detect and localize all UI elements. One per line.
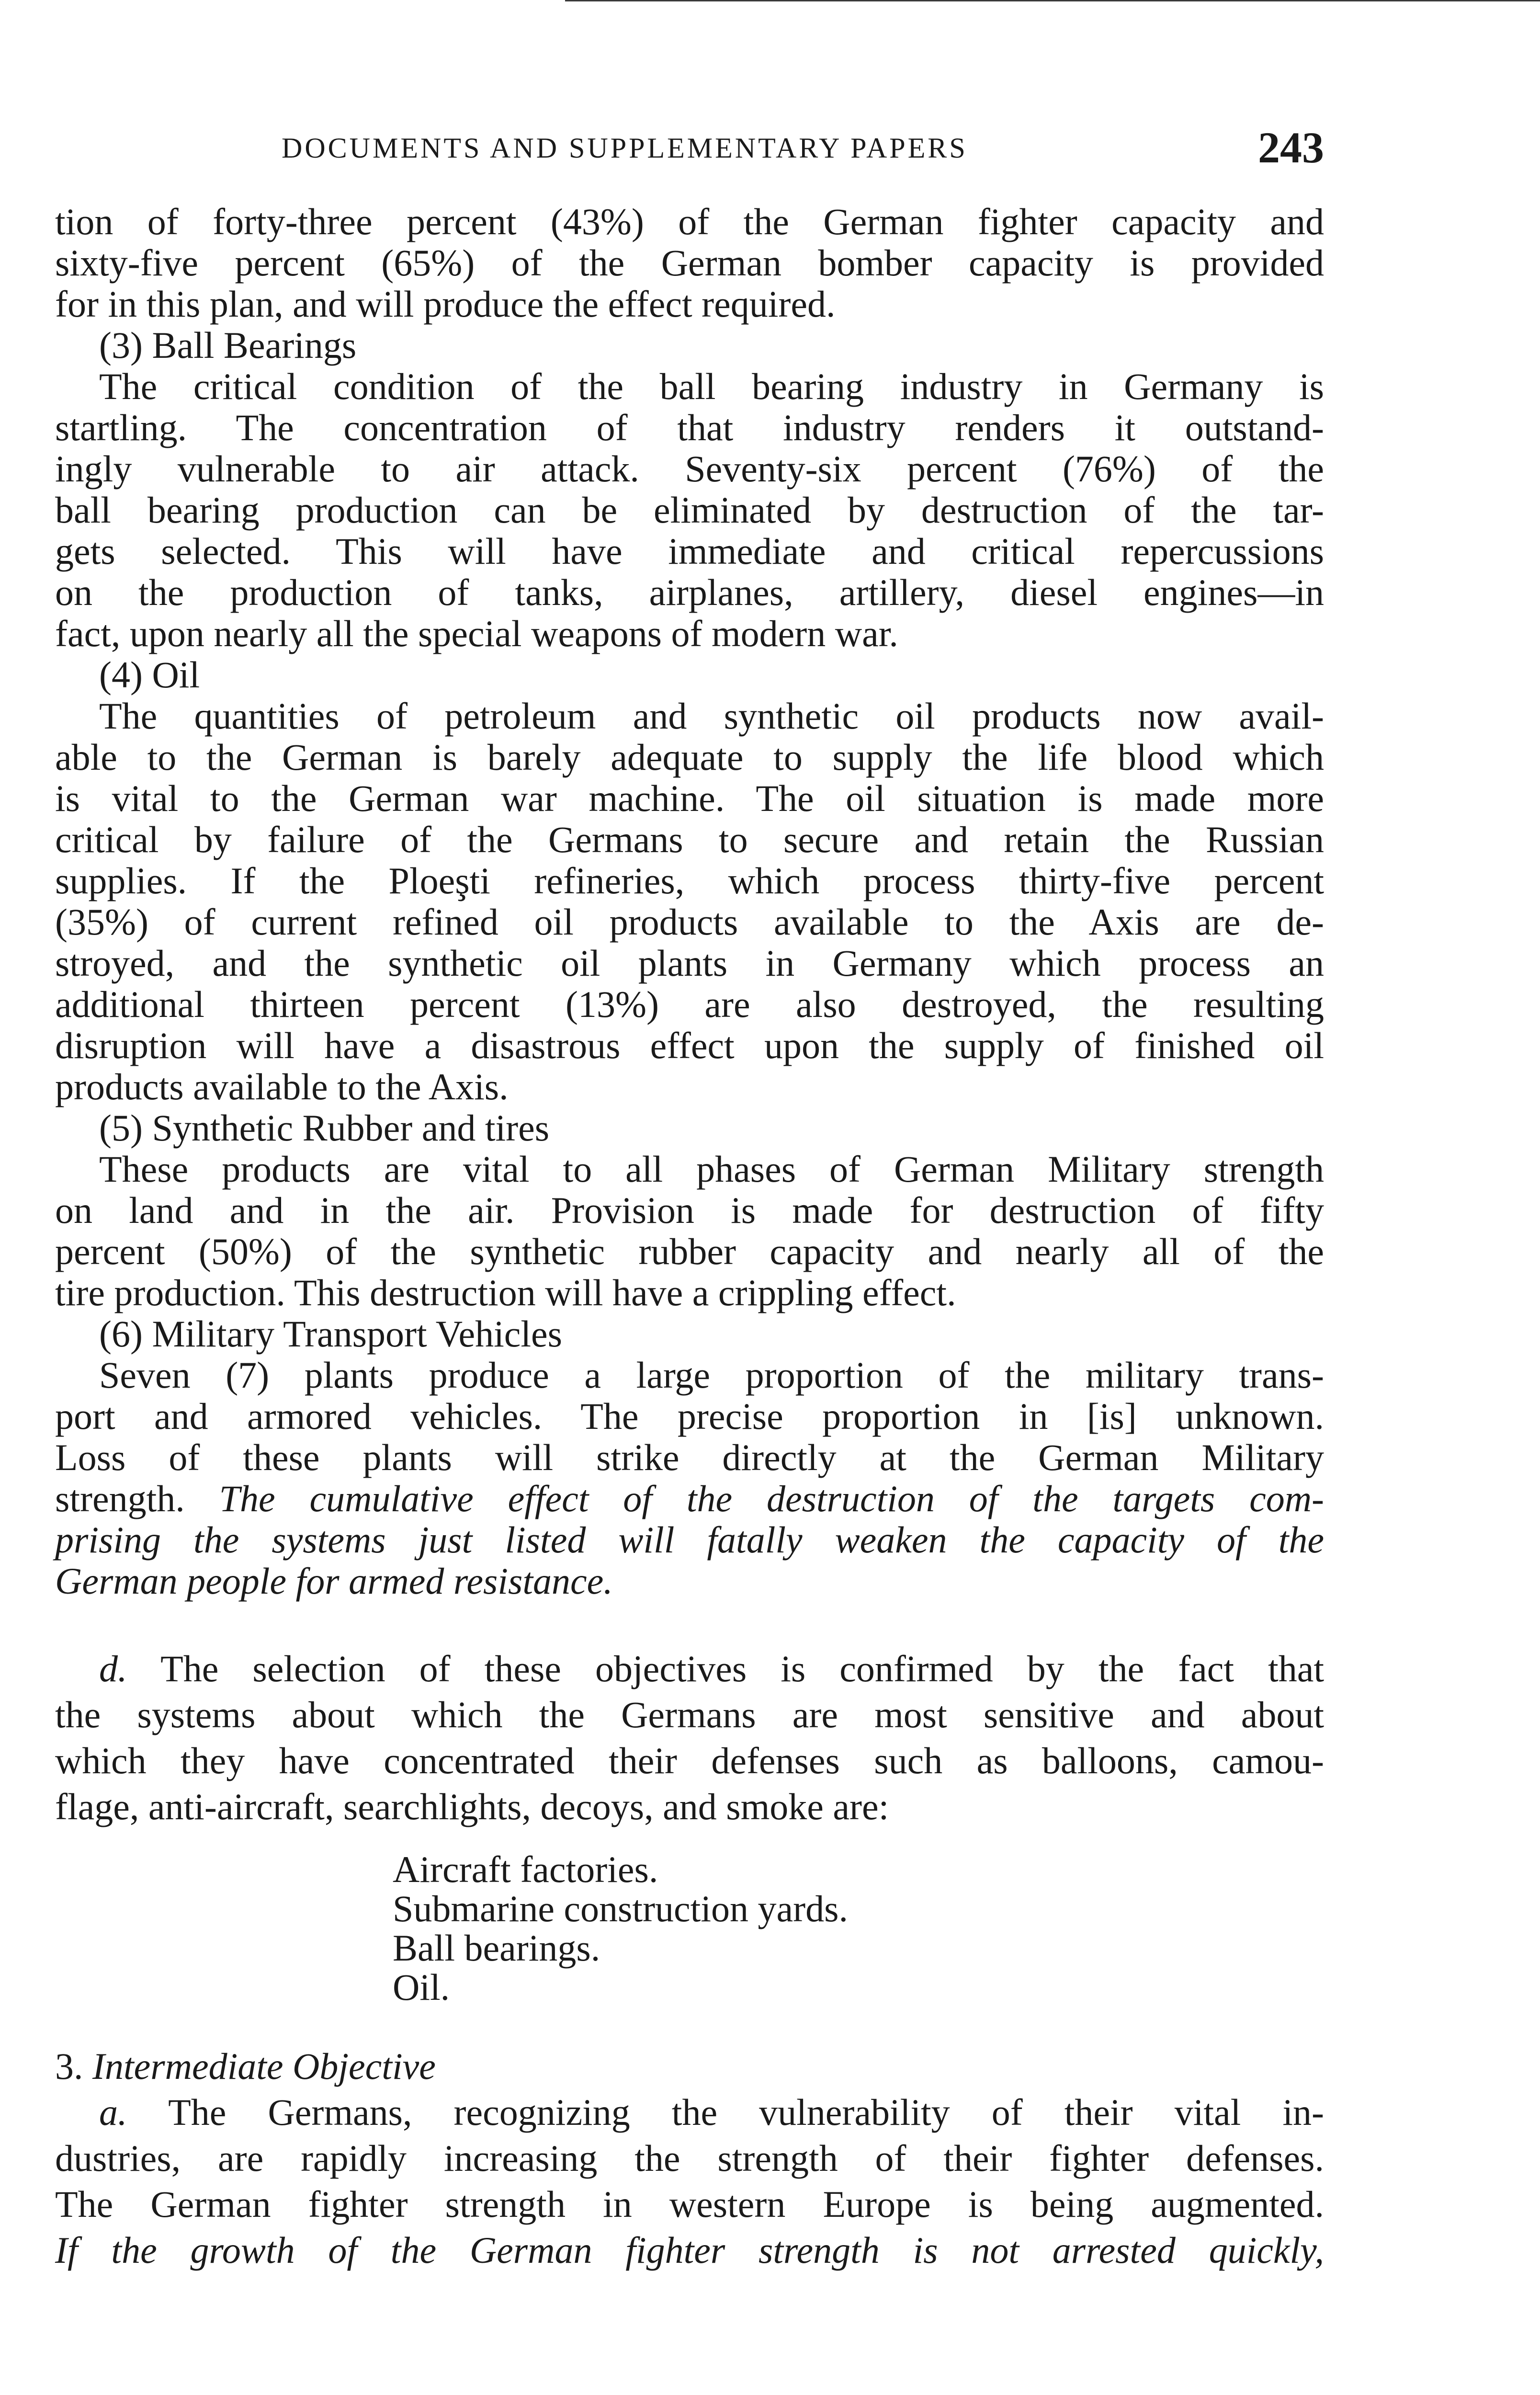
italic-line: prising the systems just listed will fatally weaken the capacity of the xyxy=(55,1519,1324,1561)
text-line: Seven (7) plants produce a large proportion of the military trans- xyxy=(99,1354,1324,1396)
text-line: port and armored vehicles. The precise proportion in [is] unknown. xyxy=(55,1395,1324,1437)
section-heading-synthetic-rubber: (5) Synthetic Rubber and tires xyxy=(99,1107,550,1149)
text-line: These products are vital to all phases of German Military strength xyxy=(99,1148,1324,1190)
section-heading-oil: (4) Oil xyxy=(99,654,200,696)
text-line: which they have concentrated their defenses such as balloons, camou- xyxy=(55,1740,1324,1781)
section-title xyxy=(55,2043,1324,2089)
target-list-item: Submarine construction yards. xyxy=(393,1888,848,1929)
paragraph-label: d. xyxy=(99,1648,127,1689)
text-line: disruption will have a disastrous effect upon the supply of finished oil xyxy=(55,1025,1324,1066)
section-title-text: Intermediate Objective xyxy=(92,2045,436,2087)
text-line: stroyed, and the synthetic oil plants in Germany which process an xyxy=(55,942,1324,984)
text-line: ingly vulnerable to air attack. Seventy-six percent (76%) of the xyxy=(55,448,1324,490)
text-line: dustries, are rapidly increasing the strength of their fighter defenses. xyxy=(55,2137,1324,2179)
italic-line: German people for armed resistance. xyxy=(55,1560,613,1602)
page-body xyxy=(55,201,1324,2273)
text-line: (35%) of current refined oil products available to the Axis are de- xyxy=(55,901,1324,943)
section-gap xyxy=(55,2007,1324,2043)
paragraph-gap xyxy=(55,1602,1324,1646)
text-line: is vital to the German war machine. The oil situation is made more xyxy=(55,777,1324,819)
list-gap xyxy=(55,1830,1324,1850)
text-line: fact, upon nearly all the special weapons of modern war. xyxy=(55,613,898,654)
running-head: DOCUMENTS AND SUPPLEMENTARY PAPERS xyxy=(282,132,968,164)
top-rule xyxy=(565,0,1540,1)
section-heading-ball-bearings: (3) Ball Bearings xyxy=(99,324,357,366)
text-line: the systems about which the Germans are most sensitive and about xyxy=(55,1694,1324,1735)
text-fragment: strength. xyxy=(55,1478,185,1519)
text-line: able to the German is barely adequate to supply the life blood which xyxy=(55,736,1324,778)
text-line: on land and in the air. Provision is made for destruction of fifty xyxy=(55,1189,1324,1231)
text-line: ball bearing production can be eliminated by destruction of the tar- xyxy=(55,489,1324,531)
text-line-mixed xyxy=(55,1478,1324,1519)
target-list-item: Aircraft factories. xyxy=(393,1848,658,1890)
text-fragment: The Germans, recognizing the vulnerability of their vital in- xyxy=(168,2091,1325,2133)
text-line: Loss of these plants will strike directly at the German Military xyxy=(55,1437,1324,1478)
text-line: The quantities of petroleum and synthetic oil products now avail- xyxy=(99,695,1324,737)
text-line: on the production of tanks, airplanes, artillery, diesel engines—in xyxy=(55,571,1324,613)
paragraph-label: a. xyxy=(99,2091,127,2133)
text-line-mixed xyxy=(55,2089,1324,2135)
section-number: 3. xyxy=(55,2045,83,2087)
text-line: The critical condition of the ball bearing industry in Germany is xyxy=(99,365,1324,407)
text-line-mixed xyxy=(55,1646,1324,1692)
text-line: additional thirteen percent (13%) are also destroyed, the resulting xyxy=(55,983,1324,1025)
text-line: sixty-five percent (65%) of the German bomber capacity is provided xyxy=(55,242,1324,284)
page-header xyxy=(55,122,1324,180)
text-line: products available to the Axis. xyxy=(55,1066,509,1107)
italic-fragment: The cumulative effect of the destruction of the targets com- xyxy=(219,1478,1324,1519)
text-line: startling. The concentration of that industry renders it outstand- xyxy=(55,407,1324,448)
text-line: tire production. This destruction will have a crippling effect. xyxy=(55,1272,956,1313)
paragraph-d xyxy=(55,1646,1324,2273)
page-number: 243 xyxy=(1258,123,1324,172)
section-heading-military-vehicles: (6) Military Transport Vehicles xyxy=(99,1313,563,1355)
text-line: percent (50%) of the synthetic rubber capacity and nearly all of the xyxy=(55,1231,1324,1272)
text-line: supplies. If the Ploeşti refineries, which process thirty-five percent xyxy=(55,860,1324,901)
text-line: for in this plan, and will produce the effect required. xyxy=(55,283,836,325)
text-fragment: The selection of these objectives is confirmed by the fact that xyxy=(160,1648,1325,1689)
text-line: gets selected. This will have immediate and critical repercussions xyxy=(55,530,1324,572)
text-line: The German fighter strength in western Europe is being augmented. xyxy=(55,2183,1324,2225)
text-line: tion of forty-three percent (43%) of the German fighter capacity and xyxy=(55,201,1324,242)
text-line: flage, anti-aircraft, searchlights, decoys, and smoke are: xyxy=(55,1786,889,1827)
target-list-item: Oil. xyxy=(393,1966,450,2008)
target-list-item: Ball bearings. xyxy=(393,1927,600,1969)
italic-line: If the growth of the German fighter strength is not arrested quickly, xyxy=(55,2229,1324,2271)
text-line: critical by failure of the Germans to secure and retain the Russian xyxy=(55,819,1324,860)
